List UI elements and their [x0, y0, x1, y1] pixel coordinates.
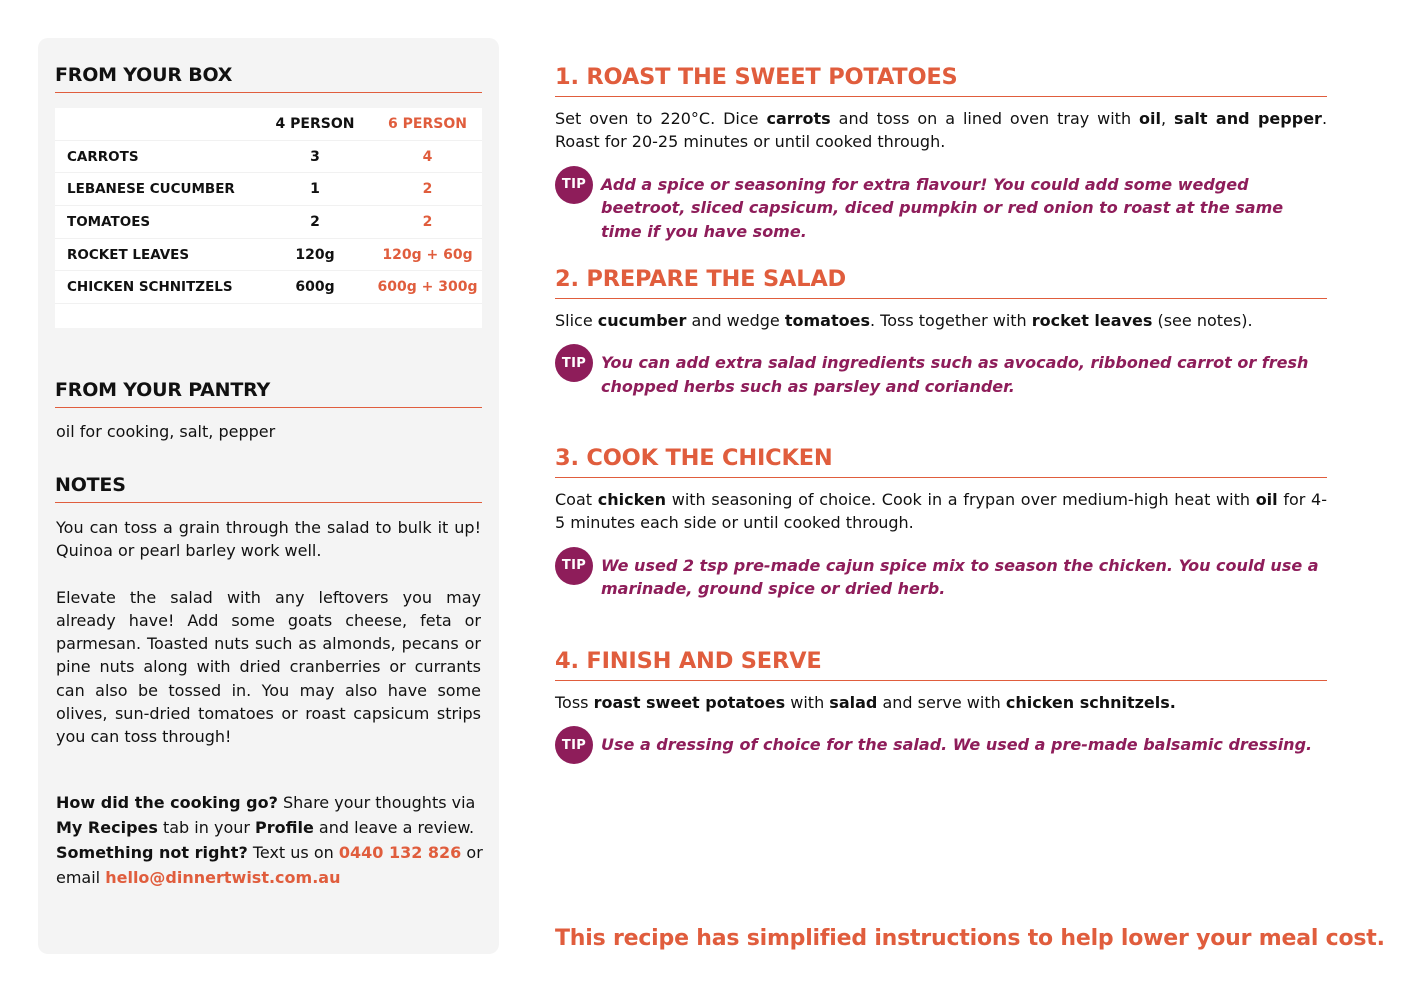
notes-paragraph-2: Elevate the salad with any leftovers you may already have! Add some goats cheese, feta or parmesan. Toasted nuts such as almonds, pecans or pine nuts along with dried cranberries or currants can also be tossed in. You may also have some olives, sun-dried tomatoes or roast capsicum strips you can toss through!: [56, 587, 481, 747]
step-title: 1. ROAST THE SWEET POTATOES: [555, 64, 1327, 97]
ingredient-name: LEBANESE CUCUMBER: [55, 173, 257, 206]
qty-4-person: 120g: [257, 238, 373, 271]
qty-6-person: 2: [373, 206, 482, 239]
qty-4-person: 3: [257, 140, 373, 173]
qty-4-person: 1: [257, 173, 373, 206]
step-body: Coat chicken with seasoning of choice. Cook in a frypan over medium-high heat with oil for 4-5 minutes each side or until cooked through.: [555, 490, 1328, 533]
table-header-row: [55, 108, 482, 140]
step-body: Slice cucumber and wedge tomatoes. Toss together with rocket leaves (see notes).: [555, 311, 1253, 330]
step-1: [555, 64, 1327, 243]
tip-box: [555, 344, 1327, 398]
support-text: or email: [56, 843, 483, 887]
qty-6-person: 120g + 60g: [373, 238, 482, 271]
feedback-text: and leave a review.: [313, 818, 475, 837]
qty-4-person: 600g: [257, 271, 373, 304]
from-your-box-heading: FROM YOUR BOX: [55, 64, 482, 93]
pantry-items: oil for cooking, salt, pepper: [56, 422, 276, 441]
tip-text: Use a dressing of choice for the salad. We used a pre-made balsamic dressing.: [601, 735, 1313, 755]
phone-link[interactable]: 0440 132 826: [338, 843, 462, 862]
tip-text: You can add extra salad ingredients such as avocado, ribboned carrot or fresh chopped herbs such as parsley and coriander.: [601, 353, 1309, 396]
simplified-instructions-note: This recipe has simplified instructions to help lower your meal cost.: [555, 926, 1385, 951]
tip-box: [555, 547, 1327, 601]
ingredients-panel: [38, 38, 499, 954]
six-person-col-header: 6 PERSON: [373, 108, 482, 140]
step-2: [555, 266, 1327, 398]
step-title: 2. PREPARE THE SALAD: [555, 266, 1327, 299]
tip-box: [555, 726, 1327, 766]
qty-4-person: 2: [257, 206, 373, 239]
feedback-question: How did the cooking go?: [56, 793, 278, 812]
four-person-col-header: 4 PERSON: [257, 108, 373, 140]
step-title: 4. FINISH AND SERVE: [555, 648, 1327, 681]
feedback-block: [56, 790, 486, 890]
feedback-text: tab in your: [157, 818, 256, 837]
email-link[interactable]: hello@dinnertwist.com.au: [105, 868, 341, 887]
from-your-pantry-heading: FROM YOUR PANTRY: [55, 379, 482, 408]
ingredient-name: ROCKET LEAVES: [55, 238, 257, 271]
qty-6-person: 4: [373, 140, 482, 173]
table-row: [55, 271, 482, 304]
tip-badge: TIP: [555, 344, 593, 382]
feedback-text: Share your thoughts via: [277, 793, 476, 812]
table-row: [55, 206, 482, 239]
ingredient-name: TOMATOES: [55, 206, 257, 239]
support-text: Text us on: [247, 843, 339, 862]
tip-text: Add a spice or seasoning for extra flavour! You could add some wedged beetroot, sliced capsicum, diced pumpkin or red onion to roast at the same time if you have some.: [601, 174, 1284, 241]
step-title: 3. COOK THE CHICKEN: [555, 445, 1327, 478]
notes-paragraph-1: You can toss a grain through the salad to bulk it up! Quinoa or pearl barley work well.: [56, 518, 481, 561]
tip-text: We used 2 tsp pre-made cajun spice mix to season the chicken. You could use a marinade, ground spice or dried herb.: [601, 555, 1319, 599]
tip-box: [555, 166, 1327, 243]
tip-badge: TIP: [555, 547, 593, 585]
step-4: [555, 648, 1327, 766]
ingredient-name: CARROTS: [55, 140, 257, 173]
table-row: [55, 173, 482, 206]
ingredient-col-header: [55, 108, 257, 140]
tip-badge: TIP: [555, 726, 593, 764]
notes-heading: NOTES: [55, 474, 482, 503]
step-3: [555, 445, 1327, 601]
step-body: Toss roast sweet potatoes with salad and serve with chicken schnitzels.: [555, 693, 1176, 712]
qty-6-person: 2: [373, 173, 482, 206]
my-recipes-link[interactable]: My Recipes: [56, 818, 158, 837]
qty-6-person: 600g + 300g: [373, 271, 482, 304]
table-row: [55, 238, 482, 271]
notes-body: [56, 516, 481, 772]
table-row: [55, 140, 482, 173]
ingredient-name: CHICKEN SCHNITZELS: [55, 271, 257, 304]
box-ingredients-table-wrap: [55, 108, 482, 328]
step-body: Set oven to 220°C. Dice carrots and toss on a lined oven tray with oil, salt and pepper. Roast for 20-25 minutes or until cooked through.: [555, 109, 1328, 152]
box-ingredients-table: [55, 108, 482, 304]
tip-badge: TIP: [555, 166, 593, 204]
support-question: Something not right?: [56, 843, 248, 862]
profile-link[interactable]: Profile: [255, 818, 314, 837]
